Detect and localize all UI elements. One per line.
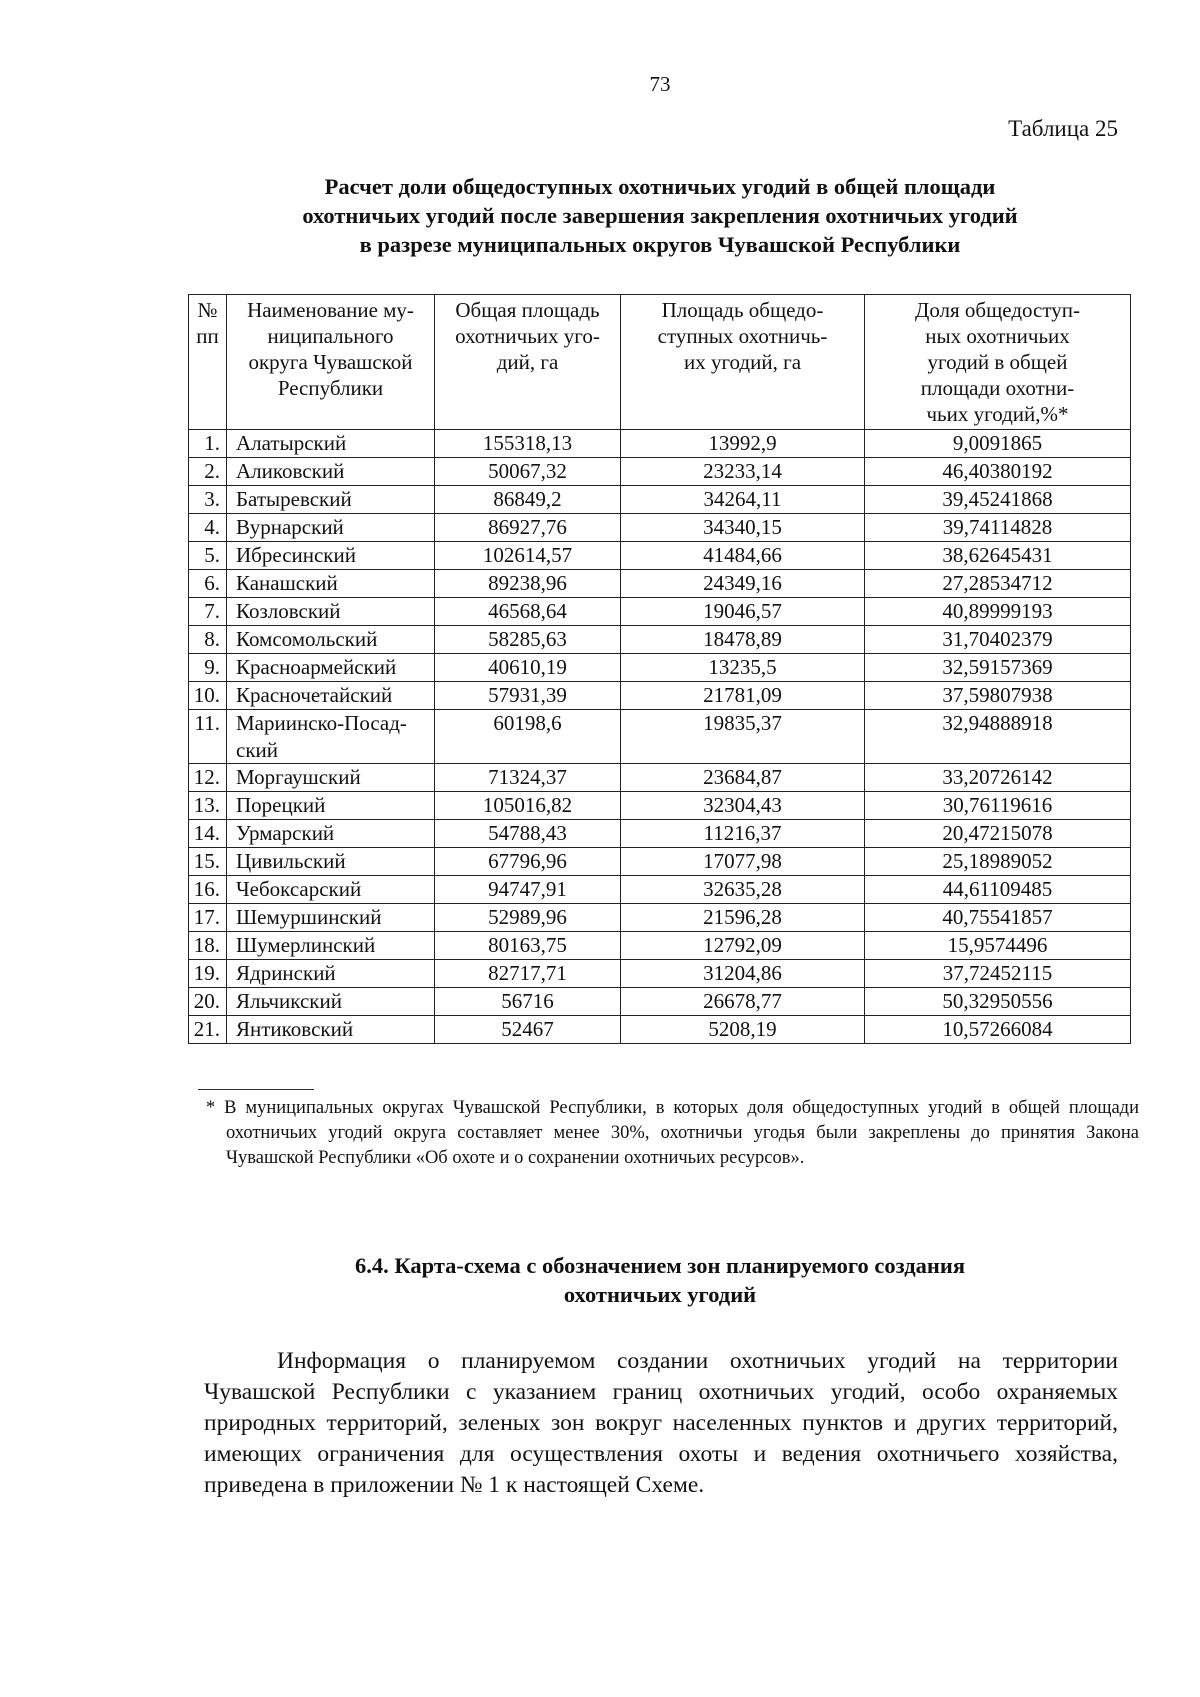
public-area-cell: 17077,98 [621, 848, 865, 876]
table-row [189, 932, 1131, 960]
public-area-cell: 26678,77 [621, 988, 865, 1016]
header-line: Площадь общедо- [661, 298, 824, 322]
total-area-cell: 71324,37 [435, 764, 621, 792]
public-area-cell: 24349,16 [621, 570, 865, 598]
header-line: округа Чувашской [248, 350, 413, 374]
district-name-cell: Янтиковский [227, 1016, 435, 1044]
district-name-cell: Урмарский [227, 820, 435, 848]
district-name-cell: Моргаушский [227, 764, 435, 792]
public-area-cell: 32635,28 [621, 876, 865, 904]
header-line: Общая площадь [455, 298, 600, 322]
total-area-cell: 57931,39 [435, 682, 621, 710]
header-line: ступных охотничь- [657, 324, 828, 348]
district-name-cell: Ядринский [227, 960, 435, 988]
row-number-cell: 7. [189, 598, 227, 626]
table-title-line: Расчет доли общедоступных охотничьих угодий в общей площади [324, 174, 996, 199]
table-title-line: в разрезе муниципальных округов Чувашской Республики [359, 232, 961, 257]
district-name-line: ский [236, 737, 278, 762]
table-row [189, 764, 1131, 792]
table-row [189, 654, 1131, 682]
public-share-cell: 32,94888918 [865, 710, 1131, 764]
table-row [189, 848, 1131, 876]
header-public-share [865, 295, 1131, 430]
public-area-cell: 32304,43 [621, 792, 865, 820]
table-row [189, 626, 1131, 654]
public-area-cell: 11216,37 [621, 820, 865, 848]
public-area-cell: 23233,14 [621, 458, 865, 486]
public-area-cell: 13992,9 [621, 430, 865, 458]
total-area-cell: 58285,63 [435, 626, 621, 654]
row-number-cell: 12. [189, 764, 227, 792]
table-body [189, 430, 1131, 1044]
district-name-cell: Цивильский [227, 848, 435, 876]
row-number-cell: 17. [189, 904, 227, 932]
table-row [189, 710, 1131, 764]
header-public-area [621, 295, 865, 430]
public-share-cell: 30,76119616 [865, 792, 1131, 820]
header-line: Наименование му- [247, 298, 414, 322]
district-name-cell: Красночетайский [227, 682, 435, 710]
district-name-cell: Ибресинский [227, 542, 435, 570]
row-number-cell: 4. [189, 514, 227, 542]
section-title [186, 1251, 1134, 1309]
row-number-cell: 9. [189, 654, 227, 682]
row-number-cell: 21. [189, 1016, 227, 1044]
table-title [186, 172, 1134, 259]
total-area-cell: 50067,32 [435, 458, 621, 486]
row-number-cell: 19. [189, 960, 227, 988]
table-row [189, 792, 1131, 820]
total-area-cell: 89238,96 [435, 570, 621, 598]
row-number-cell: 11. [189, 710, 227, 764]
district-name-cell: Порецкий [227, 792, 435, 820]
table-label: Таблица 25 [1008, 116, 1118, 141]
district-name-cell: Комсомольский [227, 626, 435, 654]
public-share-cell: 15,9574496 [865, 932, 1131, 960]
table-row [189, 1016, 1131, 1044]
public-share-cell: 37,59807938 [865, 682, 1131, 710]
district-name-cell: Козловский [227, 598, 435, 626]
total-area-cell: 102614,57 [435, 542, 621, 570]
public-share-cell: 39,74114828 [865, 514, 1131, 542]
public-share-cell: 37,72452115 [865, 960, 1131, 988]
total-area-cell: 82717,71 [435, 960, 621, 988]
header-line: площади охотни- [920, 376, 1075, 400]
table-row [189, 904, 1131, 932]
row-number-cell: 20. [189, 988, 227, 1016]
district-name-cell: Чебоксарский [227, 876, 435, 904]
table-header-row [189, 295, 1131, 430]
header-line: их угодий, га [683, 350, 802, 374]
public-share-cell: 33,20726142 [865, 764, 1131, 792]
header-total-area [435, 295, 621, 430]
table-header [189, 295, 1131, 430]
public-share-cell: 38,62645431 [865, 542, 1131, 570]
public-share-cell: 32,59157369 [865, 654, 1131, 682]
row-number-cell: 18. [189, 932, 227, 960]
footnote-separator [198, 1089, 314, 1090]
total-area-cell: 94747,91 [435, 876, 621, 904]
total-area-cell: 86927,76 [435, 514, 621, 542]
table-title-line: охотничьих угодий после завершения закрепления охотничьих угодий [302, 203, 1018, 228]
footnote: * В муниципальных округах Чувашской Республики, в которых доля общедоступных угодий в общей площади охотничьих угодий округа составляет менее 30%, охотничьи угодья были закреплены до принятия Закона Чувашской Республики «Об охоте и о сохранении охотничьих ресурсов». [206, 1098, 1139, 1168]
total-area-cell: 105016,82 [435, 792, 621, 820]
page-number: 73 [649, 72, 671, 96]
total-area-cell: 60198,6 [435, 710, 621, 764]
public-share-cell: 31,70402379 [865, 626, 1131, 654]
table-row [189, 542, 1131, 570]
district-name-line: Мариинско-Посад- [236, 711, 407, 735]
public-area-cell: 5208,19 [621, 1016, 865, 1044]
public-share-cell: 46,40380192 [865, 458, 1131, 486]
table-row [189, 458, 1131, 486]
table-row [189, 598, 1131, 626]
public-share-cell: 10,57266084 [865, 1016, 1131, 1044]
hunting-grounds-table [188, 294, 1131, 1044]
district-name-cell: Батыревский [227, 486, 435, 514]
table-row [189, 514, 1131, 542]
public-share-cell: 27,28534712 [865, 570, 1131, 598]
header-number [189, 295, 227, 430]
header-line: Доля общедоступ- [915, 298, 1080, 322]
header-line: охотничьих уго- [455, 324, 600, 348]
public-share-cell: 40,89999193 [865, 598, 1131, 626]
table-row [189, 682, 1131, 710]
public-area-cell: 31204,86 [621, 960, 865, 988]
public-area-cell: 34264,11 [621, 486, 865, 514]
table-row [189, 486, 1131, 514]
total-area-cell: 52467 [435, 1016, 621, 1044]
row-number-cell: 16. [189, 876, 227, 904]
public-area-cell: 13235,5 [621, 654, 865, 682]
table-row [189, 430, 1131, 458]
section-title-line: охотничьих угодий [563, 1282, 757, 1307]
public-area-cell: 21596,28 [621, 904, 865, 932]
header-line: № [197, 298, 218, 322]
district-name-cell: Канашский [227, 570, 435, 598]
total-area-cell: 56716 [435, 988, 621, 1016]
public-area-cell: 34340,15 [621, 514, 865, 542]
public-share-cell: 50,32950556 [865, 988, 1131, 1016]
public-area-cell: 18478,89 [621, 626, 865, 654]
total-area-cell: 67796,96 [435, 848, 621, 876]
public-area-cell: 12792,09 [621, 932, 865, 960]
district-name-cell: Красноармейский [227, 654, 435, 682]
district-name-cell: Яльчикский [227, 988, 435, 1016]
district-name-cell [227, 710, 435, 764]
row-number-cell: 8. [189, 626, 227, 654]
header-line: дий, га [496, 350, 559, 374]
table-row [189, 988, 1131, 1016]
table-row [189, 876, 1131, 904]
district-name-cell: Шемуршинский [227, 904, 435, 932]
row-number-cell: 10. [189, 682, 227, 710]
table-row [189, 960, 1131, 988]
total-area-cell: 54788,43 [435, 820, 621, 848]
public-area-cell: 41484,66 [621, 542, 865, 570]
total-area-cell: 86849,2 [435, 486, 621, 514]
public-share-cell: 25,18989052 [865, 848, 1131, 876]
row-number-cell: 1. [189, 430, 227, 458]
row-number-cell: 15. [189, 848, 227, 876]
public-area-cell: 19046,57 [621, 598, 865, 626]
row-number-cell: 2. [189, 458, 227, 486]
total-area-cell: 155318,13 [435, 430, 621, 458]
total-area-cell: 80163,75 [435, 932, 621, 960]
header-line: ниципального [267, 324, 394, 348]
public-share-cell: 44,61109485 [865, 876, 1131, 904]
public-share-cell: 20,47215078 [865, 820, 1131, 848]
section-title-line: 6.4. Карта-схема с обозначением зон планируемого создания [355, 1253, 965, 1278]
total-area-cell: 46568,64 [435, 598, 621, 626]
row-number-cell: 6. [189, 570, 227, 598]
header-line: Республики [277, 376, 384, 400]
district-name-cell: Аликовский [227, 458, 435, 486]
total-area-cell: 40610,19 [435, 654, 621, 682]
district-name-cell: Алатырский [227, 430, 435, 458]
table-row [189, 820, 1131, 848]
row-number-cell: 14. [189, 820, 227, 848]
public-area-cell: 19835,37 [621, 710, 865, 764]
district-name-cell: Вурнарский [227, 514, 435, 542]
district-name-cell: Шумерлинский [227, 932, 435, 960]
header-district-name [227, 295, 435, 430]
row-number-cell: 13. [189, 792, 227, 820]
public-area-cell: 23684,87 [621, 764, 865, 792]
body-paragraph: Информация о планируемом создании охотничьих угодий на территории Чувашской Республики с указанием границ охотничьих угодий, особо охраняемых природных территорий, зеленых зон вокруг населенных пунктов и других территорий, имеющих ограничения для осуществления охоты и ведения охотничьего хозяйства, приведена в приложении № 1 к настоящей Схеме. [204, 1348, 1118, 1498]
row-number-cell: 3. [189, 486, 227, 514]
header-line: угодий в общей [927, 350, 1068, 374]
header-line: пп [196, 324, 219, 348]
table-row [189, 570, 1131, 598]
row-number-cell: 5. [189, 542, 227, 570]
header-line: чьих угодий,%* [926, 402, 1069, 426]
total-area-cell: 52989,96 [435, 904, 621, 932]
public-share-cell: 9,0091865 [865, 430, 1131, 458]
public-share-cell: 39,45241868 [865, 486, 1131, 514]
public-area-cell: 21781,09 [621, 682, 865, 710]
public-share-cell: 40,75541857 [865, 904, 1131, 932]
header-line: ных охотничьих [925, 324, 1070, 348]
